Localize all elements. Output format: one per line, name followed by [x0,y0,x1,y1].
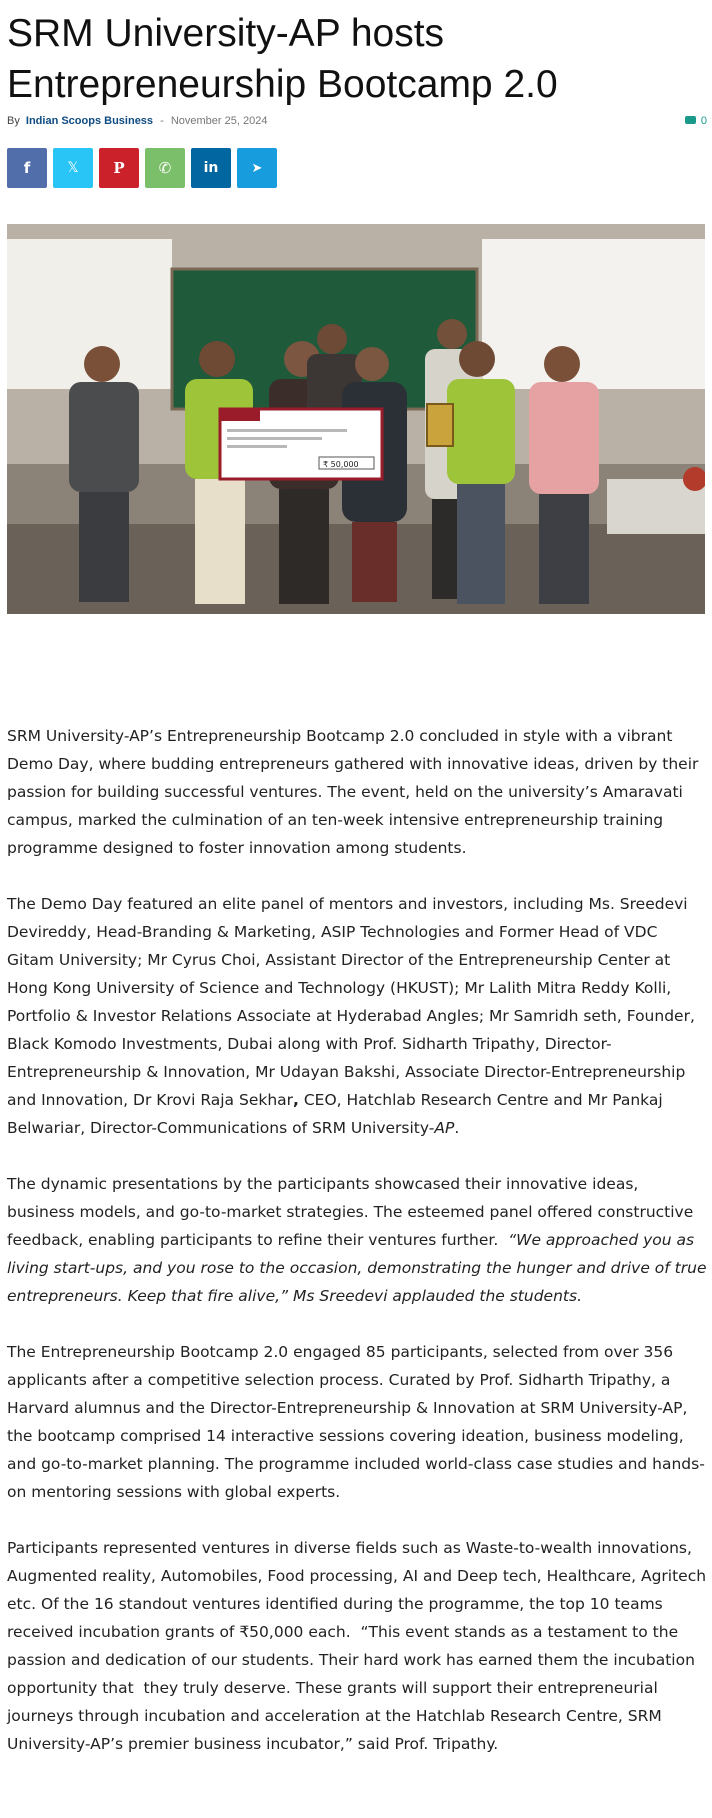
share-telegram-button[interactable] [237,148,277,188]
paragraph-3 [7,1170,707,1310]
paragraph-2-tail: CEO, Hatchlab Research Centre and Mr Pankaj Belwariar, Director-Communications of SRM University- [7,1091,663,1137]
comments-link[interactable] [685,115,707,127]
paragraph-2 [7,890,707,1142]
publish-date: November 25, 2024 [170,115,268,127]
paragraph-5: Participants represented ventures in diverse fields such as Waste-to-wealth innovations, Augmented reality, Automobiles, Food processing, AI and Deep tech, Healthcare, Agritech etc. Of the 16 standout ventures identified during the programme, the top 10 teams received incubation grants of ₹50,000 each. “This event stands as a testament to the passion and dedication of our students. Their hard work has earned them the incubation opportunity that they truly deserve. These grants will support their entrepreneurial journeys through incubation and acceleration at the Hatchlab Research Centre, SRM University-AP’s premier business incubator,” said Prof. Tripathy. [7,1539,711,1753]
paragraph-1: SRM University-AP’s Entrepreneurship Bootcamp 2.0 concluded in style with a vibrant Demo Day, where budding entrepreneurs gathered with innovative ideas, driven by their passion for building successful ventures. The event, held on the university’s Amaravati campus, marked the culmination of an ten-week intensive entrepreneurship training programme designed to foster innovation among students. [7,727,699,857]
paragraph-2-comma: , [293,1091,299,1109]
pinterest-icon: P [113,159,125,177]
article-meta [7,115,707,131]
share-bar [7,148,277,188]
facebook-icon: f [23,159,31,177]
group-photo-illustration [7,224,705,614]
paragraph-2-main: The Demo Day featured an elite panel of mentors and investors, including Ms. Sreedevi Devireddy, Head-Branding & Marketing, ASIP Technologies and Former Head of VDC Gitam University; Mr Cyrus Choi, Assistant Director of the Entrepreneurship Center at Hong Kong University of Science and Technology (HKUST); Mr Lalith Mitra Reddy Kolli, Portfolio & Investor Relations Associate at Hyderabad Angles; Mr Samridh seth, Founder, Black Komodo Investments, Dubai along with Prof. Sidharth Tripathy, Director-Entrepreneurship & Innovation, Mr Udayan Bakshi, Associate Director-Entrepreneurship and Innovation, Dr Krovi Raja Sekhar [7,895,695,1109]
paragraph-4: The Entrepreneurship Bootcamp 2.0 engaged 85 participants, selected from over 356 applicants after a competitive selection process. Curated by Prof. Sidharth Tripathy, a Harvard alumnus and the Director-Entrepreneurship & Innovation at SRM University-AP, the bootcamp comprised 14 interactive sessions covering ideation, business modeling, and go-to-market planning. The programme included world-class case studies and hands-on mentoring sessions with global experts. [7,1343,705,1501]
featured-image [7,224,705,614]
linkedin-icon: in [203,160,219,176]
comment-count: 0 [700,115,707,127]
x-twitter-icon: 𝕏 [67,160,79,176]
article-body [7,722,711,1786]
whatsapp-icon: ✆ [158,159,172,177]
meta-separator: - [160,115,164,127]
paragraph-2-ap: AP [434,1119,455,1137]
share-pinterest-button[interactable] [99,148,139,188]
paragraph-3-main: The dynamic presentations by the participants showcased their innovative ideas, business models, and go-to-market strategies. The esteemed panel offered constructive feedback, enabling participants to refine their ventures further. [7,1175,699,1249]
telegram-icon: ➤ [251,160,263,176]
by-label: By [7,115,20,127]
share-whatsapp-button[interactable] [145,148,185,188]
share-facebook-button[interactable] [7,148,47,188]
author-link[interactable]: Indian Scoops Business [25,115,154,127]
comment-icon [685,116,696,124]
paragraph-3-quote: “We approached you as living start-ups, and you rose to the occasion, demonstrating the hunger and drive of true entrepreneurs. Keep that fire alive,” Ms Sreedevi applauded the students. [7,1231,707,1305]
share-x-button[interactable] [53,148,93,188]
article-title: SRM University-AP hosts Entrepreneurship Bootcamp 2.0 [7,12,558,106]
paragraph-2-end: . [454,1119,460,1137]
check-amount: ₹ 50,000 [323,460,359,469]
share-linkedin-button[interactable] [191,148,231,188]
